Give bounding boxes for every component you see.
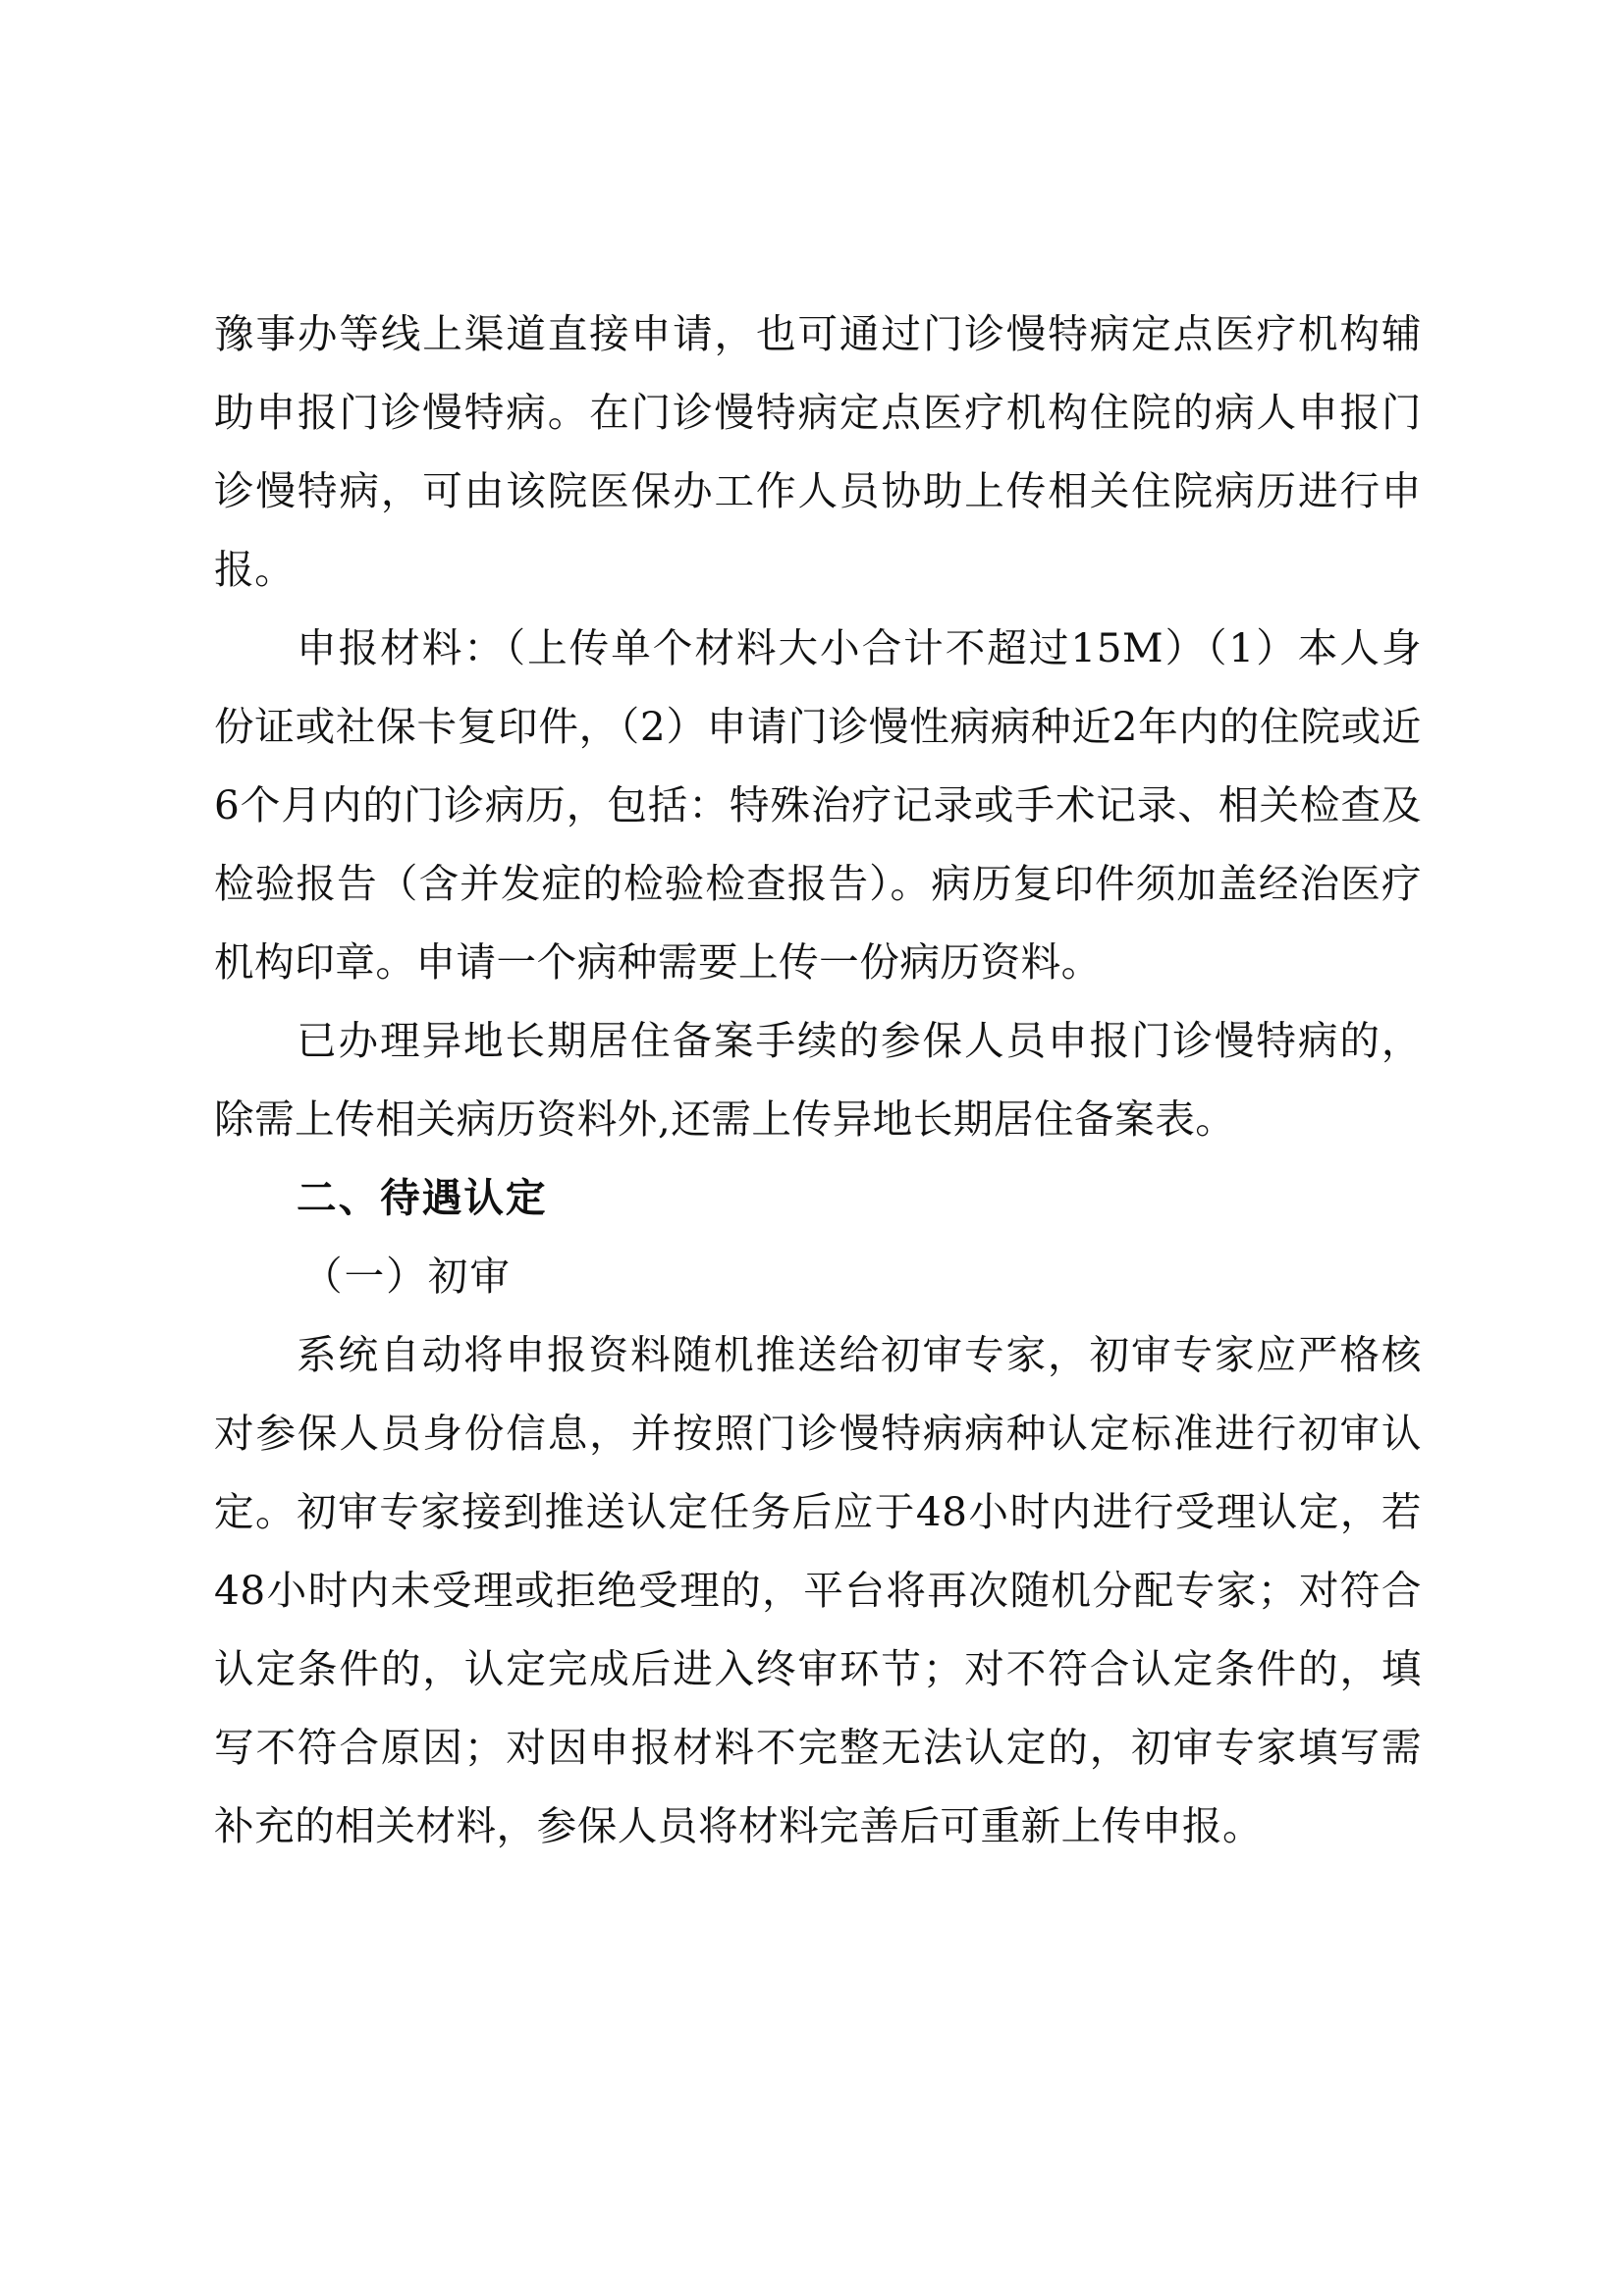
- paragraph-online-application: 豫事办等线上渠道直接申请，也可通过门诊慢特病定点医疗机构辅助申报门诊慢特病。在门诊慢特病定点医疗机构住院的病人申报门诊慢特病，可由该院医保办工作人员协助上传相关住院病历进行申报。: [214, 310, 1422, 593]
- document-body: [214, 294, 1422, 1865]
- subsection-heading: （一）初审: [302, 1253, 512, 1300]
- paragraph-application-materials: 申报材料：（上传单个材料大小合计不超过15M）（1）本人身份证或社保卡复印件，（2）申请门诊慢性病病种近2年内的住院或近6个月内的门诊病历，包括：特殊治疗记录或手术记录、相关检查及检验报告（含并发症的检验检查报告）。病历复印件须加盖经治医疗机构印章。申请一个病种需要上传一份病历资料。: [214, 624, 1422, 986]
- paragraph-remote-residence: 已办理异地长期居住备案手续的参保人员申报门诊慢特病的，除需上传相关病历资料外,还需上传异地长期居住备案表。: [214, 1017, 1422, 1143]
- section-heading: 二、待遇认定: [297, 1174, 548, 1221]
- paragraph-initial-review: 系统自动将申报资料随机推送给初审专家，初审专家应严格核对参保人员身份信息，并按照门诊慢特病病种认定标准进行初审认定。初审专家接到推送认定任务后应于48小时内进行受理认定，若48小时内未受理或拒绝受理的，平台将再次随机分配专家；对符合认定条件的，认定完成后进入终审环节；对不符合认定条件的，填写不符合原因；对因申报材料不完整无法认定的，初审专家填写需补充的相关材料，参保人员将材料完善后可重新上传申报。: [214, 1331, 1422, 1849]
